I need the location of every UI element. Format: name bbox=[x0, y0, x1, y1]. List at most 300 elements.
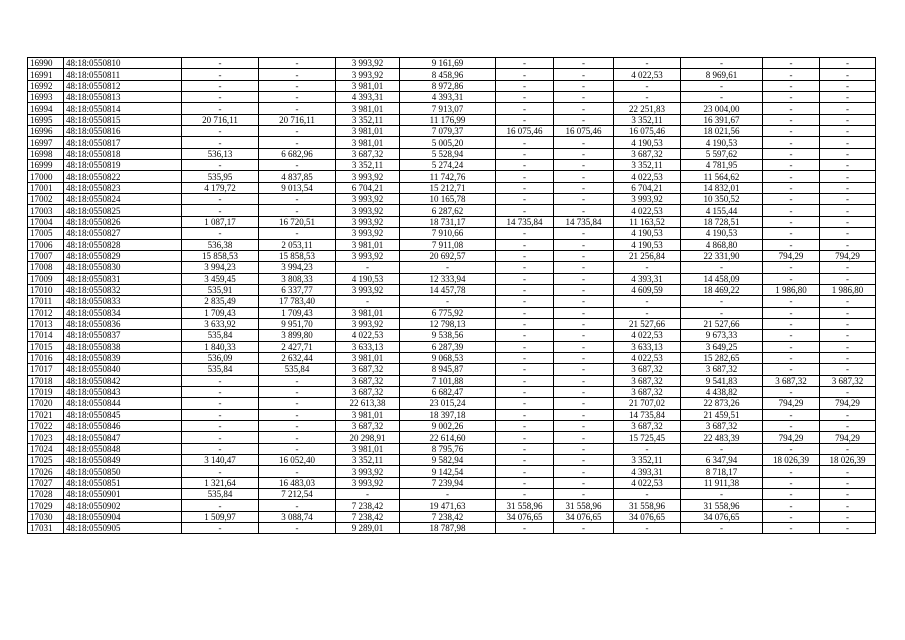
value-cell: 6 347,94 bbox=[681, 455, 763, 466]
value-cell: 4 393,31 bbox=[614, 273, 681, 284]
value-cell: 535,84 bbox=[182, 489, 259, 500]
value-cell: 6 775,92 bbox=[400, 307, 496, 318]
value-cell: - bbox=[763, 160, 820, 171]
cadastral-number-cell: 48:18:0550816 bbox=[64, 126, 182, 137]
value-cell: 6 337,77 bbox=[259, 284, 336, 295]
cadastral-number-cell: 48:18:0550849 bbox=[64, 455, 182, 466]
value-cell: 4 190,53 bbox=[681, 228, 763, 239]
value-cell: - bbox=[820, 296, 876, 307]
value-cell: - bbox=[182, 432, 259, 443]
value-cell: 22 614,60 bbox=[400, 432, 496, 443]
value-cell: - bbox=[496, 375, 554, 386]
value-cell: - bbox=[554, 398, 614, 409]
value-cell: - bbox=[820, 194, 876, 205]
value-cell: 10 165,78 bbox=[400, 194, 496, 205]
cadastral-number-cell: 48:18:0550813 bbox=[64, 92, 182, 103]
value-cell: - bbox=[763, 114, 820, 125]
value-cell: - bbox=[182, 69, 259, 80]
value-cell: 3 993,92 bbox=[336, 284, 400, 295]
value-cell: - bbox=[554, 148, 614, 159]
value-cell: 17 783,40 bbox=[259, 296, 336, 307]
value-cell: - bbox=[614, 489, 681, 500]
value-cell: 3 352,11 bbox=[336, 455, 400, 466]
value-cell: - bbox=[259, 126, 336, 137]
value-cell: - bbox=[554, 171, 614, 182]
value-cell: - bbox=[681, 80, 763, 91]
value-cell: 3 687,32 bbox=[614, 421, 681, 432]
table-row bbox=[28, 511, 876, 522]
cadastral-number-cell: 48:18:0550814 bbox=[64, 103, 182, 114]
value-cell: - bbox=[496, 103, 554, 114]
row-number-cell: 16994 bbox=[28, 103, 64, 114]
value-cell: - bbox=[259, 194, 336, 205]
value-cell: - bbox=[820, 239, 876, 250]
value-cell: - bbox=[763, 330, 820, 341]
value-cell: 4 022,53 bbox=[336, 330, 400, 341]
value-cell: - bbox=[182, 466, 259, 477]
value-cell: 12 798,13 bbox=[400, 318, 496, 329]
value-cell: 7 239,94 bbox=[400, 477, 496, 488]
value-cell: - bbox=[554, 318, 614, 329]
value-cell: 535,84 bbox=[182, 330, 259, 341]
value-cell: 3 687,32 bbox=[336, 386, 400, 397]
table-row bbox=[28, 409, 876, 420]
value-cell: 3 981,01 bbox=[336, 239, 400, 250]
value-cell: 6 287,62 bbox=[400, 205, 496, 216]
table-row bbox=[28, 296, 876, 307]
value-cell: - bbox=[820, 341, 876, 352]
value-cell: 1 986,80 bbox=[763, 284, 820, 295]
table-row bbox=[28, 386, 876, 397]
value-cell: 10 350,52 bbox=[681, 194, 763, 205]
value-cell: 20 692,57 bbox=[400, 250, 496, 261]
value-cell: - bbox=[554, 137, 614, 148]
row-number-cell: 16997 bbox=[28, 137, 64, 148]
value-cell: - bbox=[182, 409, 259, 420]
value-cell: 16 483,03 bbox=[259, 477, 336, 488]
value-cell: 9 673,33 bbox=[681, 330, 763, 341]
value-cell: 11 564,62 bbox=[681, 171, 763, 182]
row-number-cell: 17011 bbox=[28, 296, 64, 307]
value-cell: - bbox=[614, 262, 681, 273]
value-cell: - bbox=[820, 443, 876, 454]
row-number-cell: 17012 bbox=[28, 307, 64, 318]
value-cell: - bbox=[496, 398, 554, 409]
value-cell: - bbox=[554, 58, 614, 69]
table-row bbox=[28, 284, 876, 295]
value-cell: - bbox=[336, 296, 400, 307]
table-row bbox=[28, 194, 876, 205]
row-number-cell: 17008 bbox=[28, 262, 64, 273]
cadastral-number-cell: 48:18:0550822 bbox=[64, 171, 182, 182]
cadastral-number-cell: 48:18:0550904 bbox=[64, 511, 182, 522]
value-cell: - bbox=[259, 375, 336, 386]
value-cell: 9 142,54 bbox=[400, 466, 496, 477]
table-row bbox=[28, 364, 876, 375]
value-cell: - bbox=[400, 489, 496, 500]
value-cell: - bbox=[820, 92, 876, 103]
value-cell: - bbox=[820, 500, 876, 511]
value-cell: 3 993,92 bbox=[336, 171, 400, 182]
value-cell: - bbox=[182, 103, 259, 114]
value-cell: - bbox=[554, 443, 614, 454]
table-row bbox=[28, 421, 876, 432]
value-cell: - bbox=[820, 318, 876, 329]
value-cell: 3 993,92 bbox=[336, 205, 400, 216]
value-cell: - bbox=[820, 330, 876, 341]
value-cell: - bbox=[182, 80, 259, 91]
value-cell: - bbox=[554, 489, 614, 500]
value-cell: - bbox=[554, 375, 614, 386]
value-cell: - bbox=[820, 114, 876, 125]
row-number-cell: 16991 bbox=[28, 69, 64, 80]
value-cell: - bbox=[763, 103, 820, 114]
value-cell: - bbox=[182, 58, 259, 69]
row-number-cell: 17025 bbox=[28, 455, 64, 466]
value-cell: 3 687,32 bbox=[681, 421, 763, 432]
value-cell: 11 176,99 bbox=[400, 114, 496, 125]
cadastral-number-cell: 48:18:0550819 bbox=[64, 160, 182, 171]
value-cell: 3 993,92 bbox=[336, 250, 400, 261]
value-cell: 5 005,20 bbox=[400, 137, 496, 148]
value-cell: 794,29 bbox=[820, 250, 876, 261]
value-cell: - bbox=[496, 489, 554, 500]
cadastral-number-cell: 48:18:0550851 bbox=[64, 477, 182, 488]
value-cell: 18 469,22 bbox=[681, 284, 763, 295]
value-cell: - bbox=[554, 250, 614, 261]
value-cell: 7 913,07 bbox=[400, 103, 496, 114]
value-cell: 31 558,96 bbox=[496, 500, 554, 511]
value-cell: 22 483,39 bbox=[681, 432, 763, 443]
value-cell: - bbox=[554, 523, 614, 534]
cadastral-number-cell: 48:18:0550837 bbox=[64, 330, 182, 341]
cadastral-number-cell: 48:18:0550830 bbox=[64, 262, 182, 273]
value-cell: - bbox=[554, 432, 614, 443]
row-number-cell: 16990 bbox=[28, 58, 64, 69]
value-cell: - bbox=[336, 489, 400, 500]
value-cell: - bbox=[763, 511, 820, 522]
value-cell: 3 993,92 bbox=[336, 69, 400, 80]
value-cell: 3 687,32 bbox=[763, 375, 820, 386]
value-cell: - bbox=[182, 398, 259, 409]
cadastral-number-cell: 48:18:0550839 bbox=[64, 352, 182, 363]
cadastral-number-cell: 48:18:0550812 bbox=[64, 80, 182, 91]
value-cell: - bbox=[496, 477, 554, 488]
value-cell: - bbox=[259, 432, 336, 443]
value-cell: - bbox=[259, 409, 336, 420]
value-cell: - bbox=[681, 296, 763, 307]
value-cell: 3 981,01 bbox=[336, 126, 400, 137]
value-cell: - bbox=[182, 205, 259, 216]
value-cell: - bbox=[259, 500, 336, 511]
table-row bbox=[28, 216, 876, 227]
value-cell: - bbox=[820, 228, 876, 239]
value-cell: - bbox=[763, 352, 820, 363]
value-cell: 2 427,71 bbox=[259, 341, 336, 352]
value-cell: 31 558,96 bbox=[681, 500, 763, 511]
cadastral-number-cell: 48:18:0550811 bbox=[64, 69, 182, 80]
row-number-cell: 17001 bbox=[28, 182, 64, 193]
value-cell: - bbox=[763, 273, 820, 284]
row-number-cell: 17003 bbox=[28, 205, 64, 216]
value-cell: 4 190,53 bbox=[681, 137, 763, 148]
cadastral-number-cell: 48:18:0550829 bbox=[64, 250, 182, 261]
value-cell: - bbox=[554, 160, 614, 171]
table-row bbox=[28, 92, 876, 103]
value-cell: - bbox=[182, 194, 259, 205]
value-cell: 8 945,87 bbox=[400, 364, 496, 375]
value-cell: - bbox=[496, 80, 554, 91]
value-cell: 4 022,53 bbox=[614, 69, 681, 80]
value-cell: 4 179,72 bbox=[182, 182, 259, 193]
value-cell: - bbox=[182, 523, 259, 534]
cadastral-number-cell: 48:18:0550836 bbox=[64, 318, 182, 329]
value-cell: 3 687,32 bbox=[336, 148, 400, 159]
value-cell: - bbox=[496, 352, 554, 363]
value-cell: 18 728,51 bbox=[681, 216, 763, 227]
value-cell: 8 972,86 bbox=[400, 80, 496, 91]
table-row bbox=[28, 103, 876, 114]
table-row bbox=[28, 318, 876, 329]
value-cell: - bbox=[496, 148, 554, 159]
value-cell: - bbox=[554, 182, 614, 193]
value-cell: - bbox=[763, 500, 820, 511]
value-cell: 794,29 bbox=[763, 250, 820, 261]
value-cell: - bbox=[554, 69, 614, 80]
value-cell: - bbox=[614, 58, 681, 69]
value-cell: 4 022,53 bbox=[614, 352, 681, 363]
value-cell: - bbox=[763, 216, 820, 227]
value-cell: 3 993,92 bbox=[614, 194, 681, 205]
cadastral-number-cell: 48:18:0550815 bbox=[64, 114, 182, 125]
value-cell: 794,29 bbox=[820, 398, 876, 409]
value-cell: - bbox=[182, 126, 259, 137]
value-cell: - bbox=[763, 466, 820, 477]
row-number-cell: 17027 bbox=[28, 477, 64, 488]
cadastral-number-cell: 48:18:0550831 bbox=[64, 273, 182, 284]
value-cell: 4 190,53 bbox=[614, 137, 681, 148]
table-row bbox=[28, 205, 876, 216]
row-number-cell: 17030 bbox=[28, 511, 64, 522]
cadastral-number-cell: 48:18:0550826 bbox=[64, 216, 182, 227]
value-cell: - bbox=[496, 443, 554, 454]
value-cell: 4 190,53 bbox=[614, 239, 681, 250]
value-cell: - bbox=[820, 364, 876, 375]
value-cell: - bbox=[820, 466, 876, 477]
value-cell: 14 735,84 bbox=[614, 409, 681, 420]
value-cell: - bbox=[763, 477, 820, 488]
value-cell: - bbox=[496, 307, 554, 318]
value-cell: 18 026,39 bbox=[820, 455, 876, 466]
value-cell: - bbox=[554, 307, 614, 318]
value-cell: 3 687,32 bbox=[614, 386, 681, 397]
value-cell: 3 687,32 bbox=[336, 421, 400, 432]
value-cell: - bbox=[763, 137, 820, 148]
value-cell: 14 735,84 bbox=[496, 216, 554, 227]
value-cell: 794,29 bbox=[763, 432, 820, 443]
value-cell: 9 289,01 bbox=[336, 523, 400, 534]
value-cell: - bbox=[820, 137, 876, 148]
value-cell: 3 459,45 bbox=[182, 273, 259, 284]
value-cell: 3 352,11 bbox=[614, 455, 681, 466]
value-cell: - bbox=[554, 228, 614, 239]
value-cell: 1 321,64 bbox=[182, 477, 259, 488]
value-cell: - bbox=[496, 92, 554, 103]
value-cell: 23 004,00 bbox=[681, 103, 763, 114]
row-number-cell: 17031 bbox=[28, 523, 64, 534]
value-cell: - bbox=[554, 284, 614, 295]
value-cell: - bbox=[554, 352, 614, 363]
value-cell: 16 720,51 bbox=[259, 216, 336, 227]
value-cell: - bbox=[554, 103, 614, 114]
value-cell: 3 981,01 bbox=[336, 443, 400, 454]
value-cell: 18 731,17 bbox=[400, 216, 496, 227]
value-cell: 4 155,44 bbox=[681, 205, 763, 216]
table-row bbox=[28, 307, 876, 318]
value-cell: 7 911,08 bbox=[400, 239, 496, 250]
value-cell: - bbox=[554, 92, 614, 103]
cadastral-number-cell: 48:18:0550817 bbox=[64, 137, 182, 148]
value-cell: 6 704,21 bbox=[336, 182, 400, 193]
value-cell: 4 022,53 bbox=[614, 330, 681, 341]
table-row bbox=[28, 228, 876, 239]
value-cell: - bbox=[496, 318, 554, 329]
value-cell: 2 835,49 bbox=[182, 296, 259, 307]
row-number-cell: 17021 bbox=[28, 409, 64, 420]
value-cell: - bbox=[820, 477, 876, 488]
value-cell: 7 238,42 bbox=[336, 500, 400, 511]
cadastral-number-cell: 48:18:0550838 bbox=[64, 341, 182, 352]
value-cell: 19 471,63 bbox=[400, 500, 496, 511]
cadastral-number-cell: 48:18:0550824 bbox=[64, 194, 182, 205]
value-cell: 8 969,61 bbox=[681, 69, 763, 80]
value-cell: - bbox=[496, 239, 554, 250]
value-cell: - bbox=[182, 137, 259, 148]
value-cell: 22 613,38 bbox=[336, 398, 400, 409]
value-cell: - bbox=[820, 307, 876, 318]
value-cell: - bbox=[614, 443, 681, 454]
value-cell: 3 352,11 bbox=[336, 114, 400, 125]
value-cell: 4 190,53 bbox=[614, 228, 681, 239]
value-cell: - bbox=[820, 421, 876, 432]
value-cell: - bbox=[681, 307, 763, 318]
row-number-cell: 17022 bbox=[28, 421, 64, 432]
value-cell: 4 438,82 bbox=[681, 386, 763, 397]
cadastral-number-cell: 48:18:0550901 bbox=[64, 489, 182, 500]
value-cell: 4 022,53 bbox=[614, 171, 681, 182]
value-cell: 7 212,54 bbox=[259, 489, 336, 500]
table-row bbox=[28, 250, 876, 261]
value-cell: - bbox=[820, 80, 876, 91]
table-row bbox=[28, 443, 876, 454]
value-cell: 2 053,11 bbox=[259, 239, 336, 250]
value-cell: - bbox=[763, 194, 820, 205]
value-cell: - bbox=[820, 523, 876, 534]
value-cell: 8 718,17 bbox=[681, 466, 763, 477]
value-cell: 4 022,53 bbox=[614, 477, 681, 488]
value-cell: - bbox=[554, 386, 614, 397]
value-cell: 14 832,01 bbox=[681, 182, 763, 193]
value-cell: - bbox=[681, 523, 763, 534]
value-cell: - bbox=[496, 137, 554, 148]
value-cell: 23 015,24 bbox=[400, 398, 496, 409]
value-cell: - bbox=[259, 421, 336, 432]
table-row bbox=[28, 239, 876, 250]
table-row bbox=[28, 58, 876, 69]
value-cell: 16 075,46 bbox=[614, 126, 681, 137]
value-cell: - bbox=[820, 182, 876, 193]
value-cell: 21 256,84 bbox=[614, 250, 681, 261]
cadastral-number-cell: 48:18:0550833 bbox=[64, 296, 182, 307]
value-cell: 3 687,32 bbox=[614, 375, 681, 386]
value-cell: 12 333,94 bbox=[400, 273, 496, 284]
value-cell: - bbox=[259, 228, 336, 239]
value-cell: - bbox=[496, 69, 554, 80]
cadastral-number-cell: 48:18:0550818 bbox=[64, 148, 182, 159]
value-cell: - bbox=[496, 58, 554, 69]
value-cell: 1 840,33 bbox=[182, 341, 259, 352]
value-cell: 3 687,32 bbox=[614, 364, 681, 375]
value-cell: 14 457,78 bbox=[400, 284, 496, 295]
table-row bbox=[28, 80, 876, 91]
value-cell: - bbox=[681, 58, 763, 69]
value-cell: - bbox=[763, 443, 820, 454]
value-cell: - bbox=[820, 171, 876, 182]
value-cell: - bbox=[496, 171, 554, 182]
value-cell: 9 582,94 bbox=[400, 455, 496, 466]
row-number-cell: 16995 bbox=[28, 114, 64, 125]
value-cell: 535,95 bbox=[182, 171, 259, 182]
value-cell: - bbox=[182, 92, 259, 103]
value-cell: - bbox=[763, 239, 820, 250]
cadastral-number-cell: 48:18:0550840 bbox=[64, 364, 182, 375]
value-cell: 3 993,92 bbox=[336, 58, 400, 69]
value-cell: - bbox=[496, 262, 554, 273]
value-cell: 3 981,01 bbox=[336, 137, 400, 148]
cadastral-number-cell: 48:18:0550847 bbox=[64, 432, 182, 443]
table-row bbox=[28, 352, 876, 363]
value-cell: 535,84 bbox=[259, 364, 336, 375]
value-cell: - bbox=[496, 273, 554, 284]
value-cell: 4 393,31 bbox=[336, 92, 400, 103]
value-cell: 22 251,83 bbox=[614, 103, 681, 114]
value-cell: 18 026,39 bbox=[763, 455, 820, 466]
value-cell: 7 238,42 bbox=[400, 511, 496, 522]
value-cell: 3 981,01 bbox=[336, 409, 400, 420]
row-number-cell: 16998 bbox=[28, 148, 64, 159]
value-cell: - bbox=[763, 69, 820, 80]
value-cell: - bbox=[259, 386, 336, 397]
value-cell: 22 331,90 bbox=[681, 250, 763, 261]
value-cell: 6 682,47 bbox=[400, 386, 496, 397]
value-cell: 5 528,94 bbox=[400, 148, 496, 159]
value-cell: - bbox=[820, 148, 876, 159]
value-cell: 14 735,84 bbox=[554, 216, 614, 227]
value-cell: - bbox=[820, 58, 876, 69]
value-cell: - bbox=[763, 523, 820, 534]
value-cell: 11 163,52 bbox=[614, 216, 681, 227]
value-cell: - bbox=[182, 500, 259, 511]
value-cell: 34 076,65 bbox=[614, 511, 681, 522]
value-cell: 16 391,67 bbox=[681, 114, 763, 125]
value-cell: - bbox=[496, 466, 554, 477]
row-number-cell: 17020 bbox=[28, 398, 64, 409]
row-number-cell: 17006 bbox=[28, 239, 64, 250]
value-cell: 21 707,02 bbox=[614, 398, 681, 409]
value-cell: 11 742,76 bbox=[400, 171, 496, 182]
table-row bbox=[28, 466, 876, 477]
table-row bbox=[28, 455, 876, 466]
